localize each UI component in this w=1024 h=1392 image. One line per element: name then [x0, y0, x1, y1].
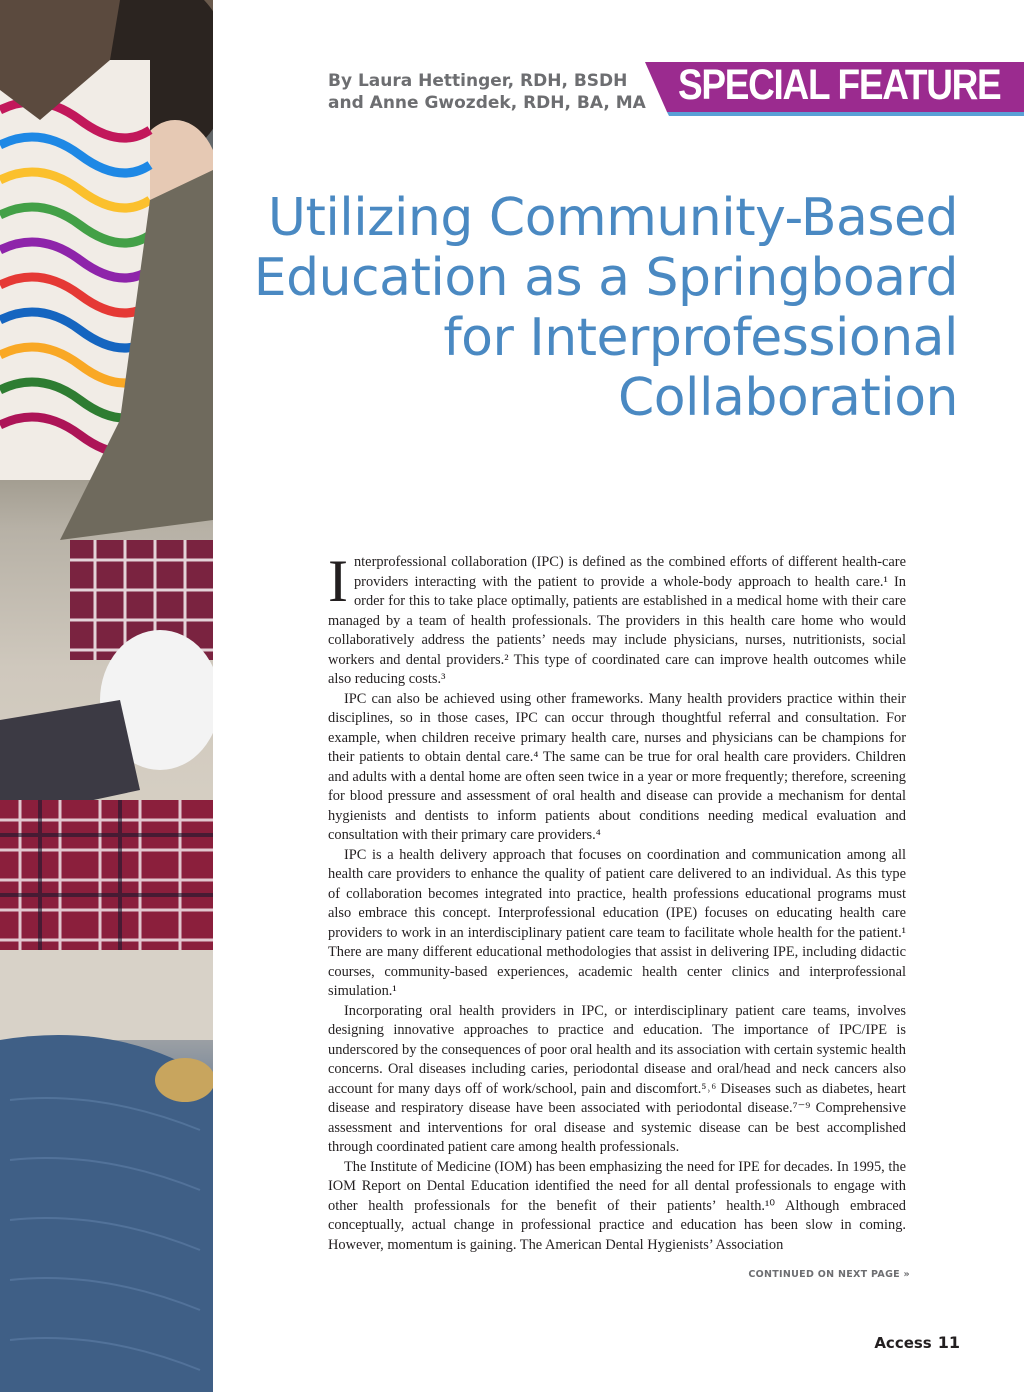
- paragraph-2: IPC can also be achieved using other frameworks. Many health providers practice within their disciplines, so in those cases, IPC can occur through thoughtful referral and consultation. For example, when children receive primary health care, nurses and physicians can be champions for their patients to obtain dental care.⁴ The same can be true for oral health care providers. Children and adults with a dental home are often seen twice in a year or more frequently; therefore, screening for blood pressure and assessment of oral health and disease can provide a mechanism for dental hygienists and dentists to inform patients about conditions needing medical evaluation and consultation with their primary care providers.⁴: [328, 690, 906, 843]
- paragraph-3: IPC is a health delivery approach that focuses on coordination and communication among all health care providers to enhance the quality of patient care delivered to an individual. As this type of collaboration becomes integrated into practice, health professions educational programs must also embrace this concept. Interprofessional education (IPE) focuses on educating health care providers to work in an interdisciplinary patient care team to facilitate whole health for the patient.¹ There are many different educational methodologies that assist in delivering IPE, including didactic courses, community-based experiences, academic health center clinics and interprofessional simulation.¹: [328, 846, 906, 999]
- title-line-4: Collaboration: [617, 368, 958, 428]
- byline-authors-line-1: By Laura Hettinger, RDH, BSDH: [328, 71, 628, 91]
- paragraph-1: [328, 548, 906, 690]
- special-feature-label: SPECIAL FEATURE: [678, 61, 1001, 109]
- paragraph-4: Incorporating oral health providers in IPC, or interdisciplinary patient care teams, involves designing innovative approaches to practice and education. The importance of IPC/IPE is underscored by the consequences of poor oral health and its association with certain systemic health concerns. Oral diseases including caries, periodontal disease and oral/head and neck cancers also account for many days off of work/school, pain and discomfort.⁵˒⁶ Diseases such as diabetes, heart disease and respiratory disease have been associated with periodontal disease.⁷⁻⁹ Comprehensive assessment and interventions for oral disease and systemic disease can be best accomplished through coordinated patient care among health professionals.: [328, 1002, 906, 1155]
- title-line-3: for Interprofessional: [443, 308, 958, 368]
- magazine-name: Access: [874, 1334, 932, 1352]
- photo-illustration: [0, 0, 213, 1392]
- continued-link[interactable]: CONTINUED ON NEXT PAGE »: [748, 1269, 910, 1280]
- article-title: [238, 188, 958, 428]
- byline: [328, 70, 646, 114]
- page-footer: [874, 1333, 960, 1352]
- drop-cap: I: [328, 548, 348, 614]
- paragraph-1-text: nterprofessional collaboration (IPC) is defined as the combined efforts of different health-care providers interacting with the patient to provide a whole-body approach to health care.¹ In order for this to take place optimally, patients are established in a medical home with their care managed by a team of health professionals. The providers in this health care home who would collaboratively address the patients’ needs may include physicians, nurses, nutritionists, social workers and dental providers.² This type of coordinated care can improve health outcomes while also reducing costs.³: [328, 554, 906, 687]
- paragraph-5: The Institute of Medicine (IOM) has been emphasizing the need for IPE for decades. In 1995, the IOM Report on Dental Education identified the need for all dental professionals to engage with other health professionals for the benefit of their patients’ health.¹⁰ Although embraced conceptually, actual change in professional practice and education has been slow in coming. However, momentum is gaining. The American Dental Hygienists’ Association: [328, 1158, 906, 1253]
- article-body: [328, 548, 906, 1255]
- title-line-2: Education as a Springboard: [253, 248, 958, 308]
- byline-authors-line-2: and Anne Gwozdek, RDH, BA, MA: [328, 93, 646, 113]
- cover-photo: [0, 0, 213, 1392]
- page-number: 11: [937, 1333, 960, 1352]
- title-line-1: Utilizing Community-Based: [267, 188, 958, 248]
